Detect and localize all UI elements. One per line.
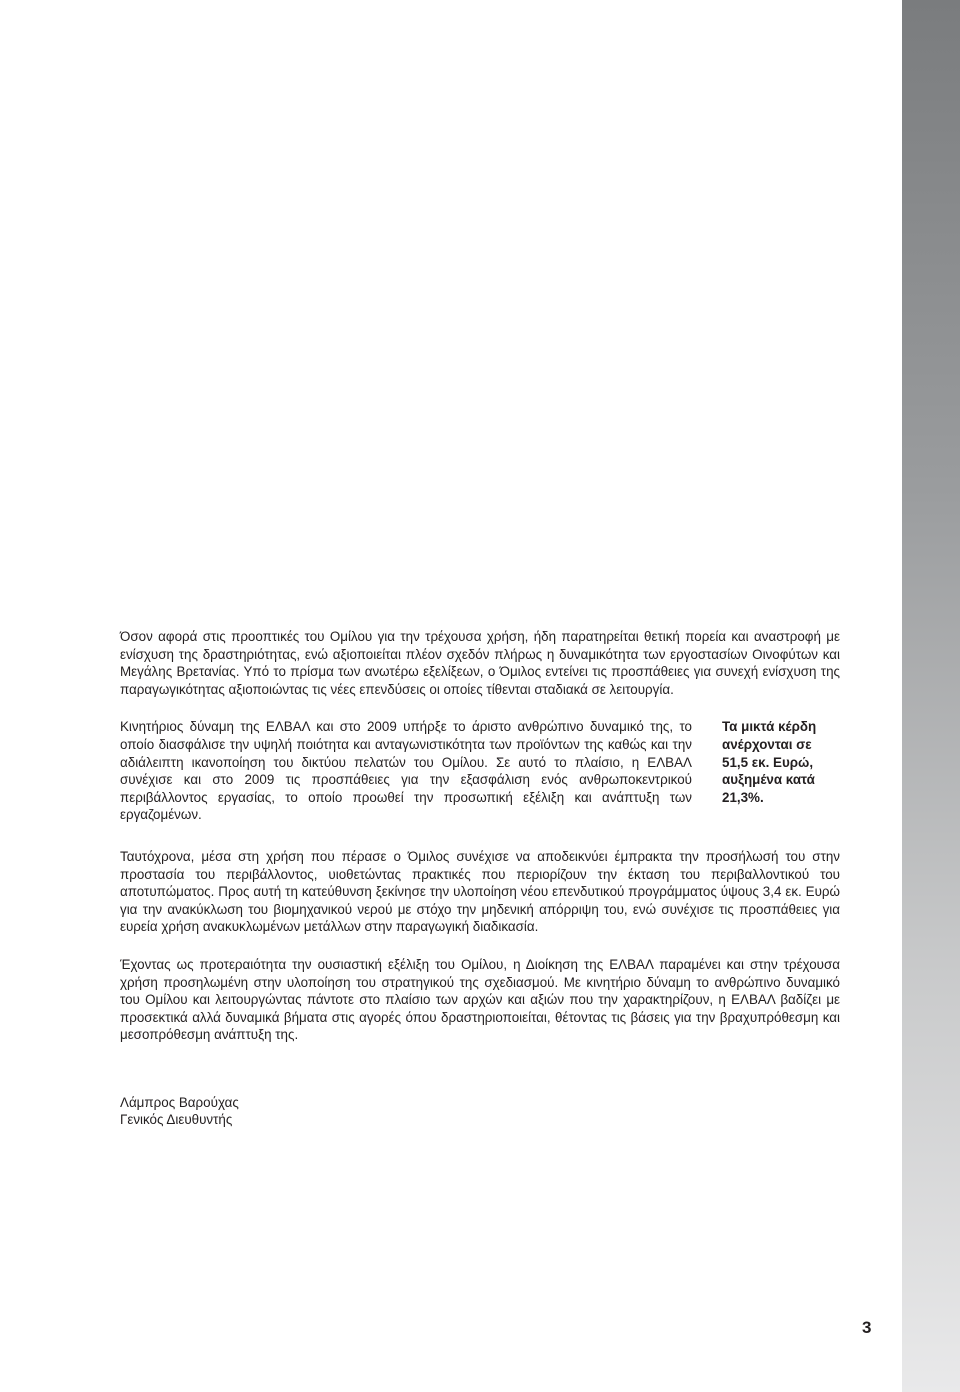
paragraph-outlook: Όσον αφορά στις προοπτικές του Ομίλου για την τρέχουσα χρήση, ήδη παρατηρείται θετική πορεία και αναστροφή με ενίσχυση της δραστηριότητας, ενώ αξιοποιείται πλέον σχεδόν πλήρως η δυναμικότητα των εργοστασίων Οινοφύτων και Μεγάλης Βρετανίας. Υπό το πρίσμα των ανωτέρω εξελίξεων, ο Όμιλος εντείνει τις προσπάθειες για συνεχή ενίσχυση της παραγωγικότητας αξιοποιώντας τις νέες επενδύσεις οι οποίες τίθενται σταδιακά σε λειτουργία. (120, 629, 840, 697)
paragraph-human-resources: Κινητήριος δύναμη της ΕΛΒΑΛ και στο 2009 υπήρξε το άριστο ανθρώπινο δυναμικό της, το οποίο διασφάλισε την υψηλή ποιότητα και ανταγωνιστικότητα των προϊόντων της καθώς και την αδιάλειπτη ικανοποίηση του δικτύου πελατών του Ομίλου. Σε αυτό το πλαίσιο, η ΕΛΒΑΛ συνέχισε και στο 2009 τις προσπάθειες για την εξασφάλιση ενός ανθρωποκεντρικού περιβάλλοντος εργασίας, το οποίο προωθεί την προσωπική εξέλιξη και ανάπτυξη των εργαζομένων. (120, 719, 692, 823)
signature-block (120, 1094, 840, 1129)
decorative-side-bar (902, 0, 960, 1392)
paragraph-strategy: Έχοντας ως προτεραιότητα την ουσιαστική εξέλιξη του Ομίλου, η Διοίκηση της ΕΛΒΑΛ παραμένει και στην τρέχουσα χρήση προσηλωμένη στην υλοποίηση του στρατηγικού της σχεδιασμού. Με κινητήριο δύναμη το ανθρώπινο δυναμικό του Ομίλου και λειτουργώντας πάντοτε στο πλαίσιο των αρχών και αξιών που την χαρακτηρίζουν, η ΕΛΒΑΛ βαδίζει με προσεκτικά αλλά δυναμικά βήματα στις αγορές όπου δραστηριοποιείται, θέτοντας τις βάσεις για την βραχυπρόθεσμη και μεσοπρόθεσμη ανάπτυξη της. (120, 956, 840, 1043)
page-number: 3 (862, 1318, 872, 1337)
signature-name: Λάμπρος Βαρούχας (120, 1094, 239, 1110)
signature-title: Γενικός Διευθυντής (120, 1112, 233, 1128)
pull-quote-gross-profit: Τα μικτά κέρδη ανέρχονται σε 51,5 εκ. Ευρώ, αυξημένα κατά 21,3%. (722, 719, 817, 805)
document-body (120, 628, 840, 1129)
paragraph-environment: Ταυτόχρονα, μέσα στη χρήση που πέρασε ο Όμιλος συνέχισε να αποδεικνύει έμπρακτα την προσήλωσή του στην προστασία του περιβάλλοντος, υιοθετώντας πρακτικές που περιορίζουν την έκταση του περιβαλλοντικού του αποτυπώματος. Προς αυτή τη κατεύθυνση ξεκίνησε την υλοποίηση νέου επενδυτικού προγράμματος ύψους 3,4 εκ. Ευρώ για την ανακύκλωση του βιομηχανικού νερού με στόχο την μηδενική απόρριψη του, ενώ συνέχισε τις προσπάθειες για ευρεία χρήση ανακυκλωμένων μετάλλων στην παραγωγική διαδικασία. (120, 848, 840, 935)
paragraph-with-pull-quote (120, 718, 840, 824)
